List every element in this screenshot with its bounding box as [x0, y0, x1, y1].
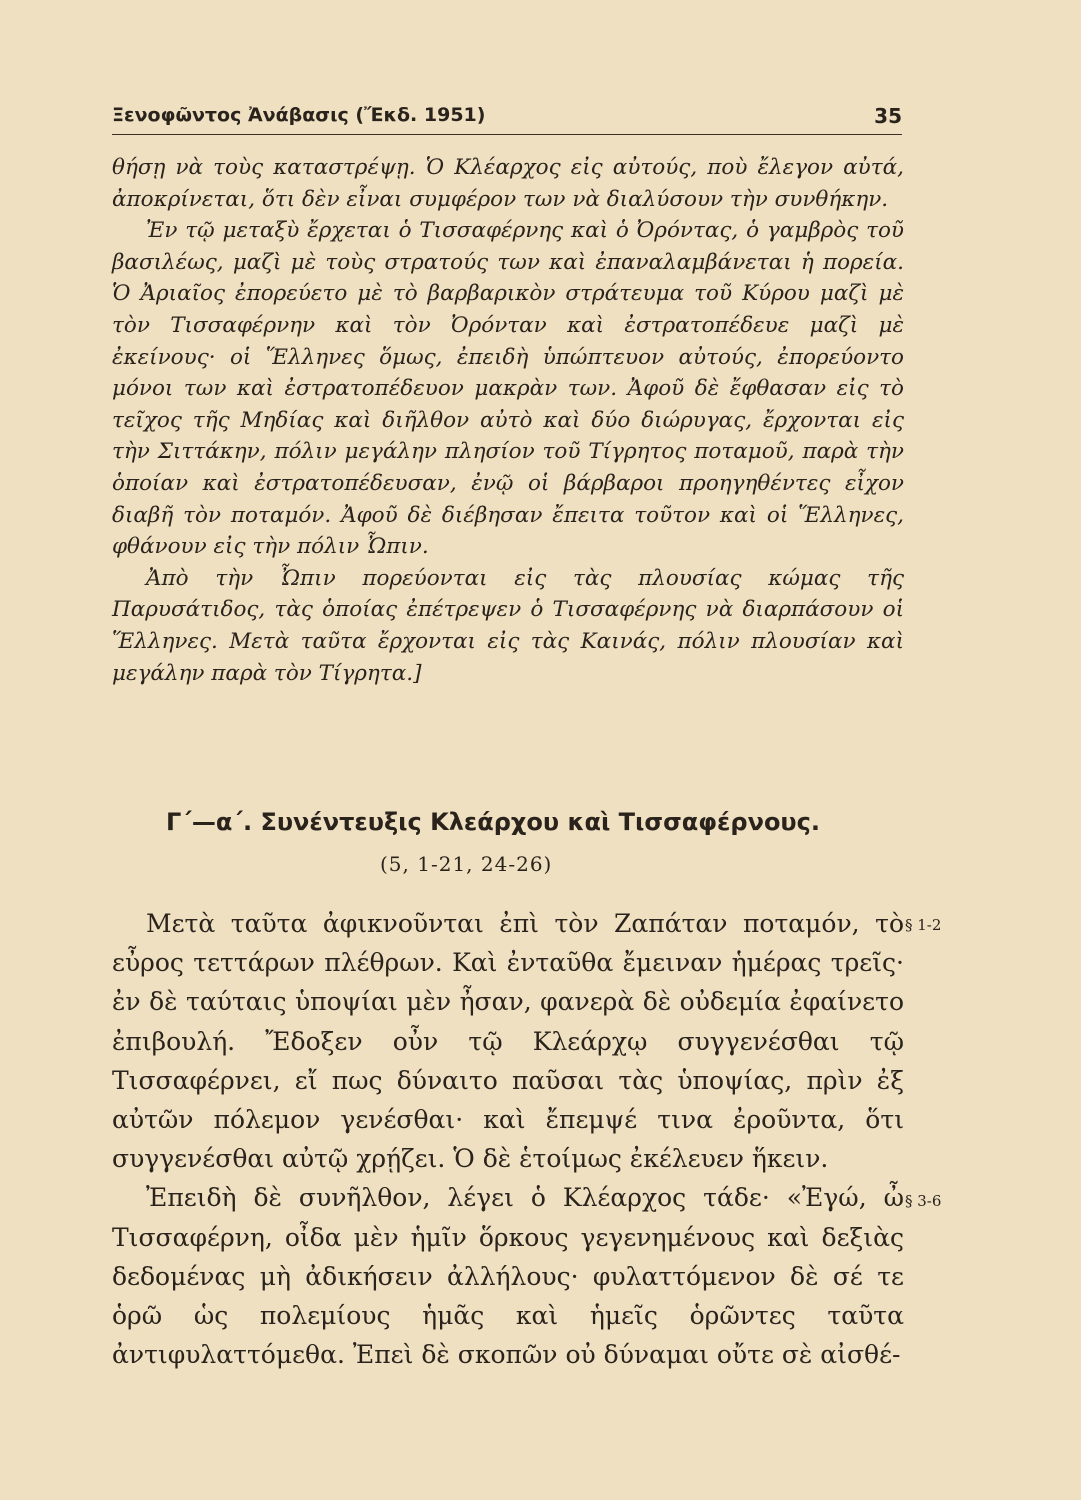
margin-section-ref: § 1-2	[905, 916, 942, 934]
section-heading: Γ΄—α΄. Συνέντευξις Κλεάρχου καὶ Τισσαφέρνους.	[166, 808, 820, 836]
summary-paragraph: Ἀπὸ τὴν Ὦπιν πορεύονται εἰς τὰς πλουσίας κώμας τῆς Παρυσάτιδος, τὰς ὁποίας ἐπέτρεψεν ὁ Τισσαφέρνης νὰ διαρπάσουν οἱ Ἕλληνες. Μετὰ ταῦτα ἔρχονται εἰς τὰς Καινάς, πόλιν πλουσίαν καὶ μεγάλην παρὰ τὸν Τίγρητα.]	[112, 565, 904, 686]
section-reference: (5, 1-21, 24-26)	[380, 852, 553, 876]
running-header	[112, 98, 902, 134]
summary-paragraph: θήσῃ νὰ τοὺς καταστρέψῃ. Ὁ Κλέαρχος εἰς αὐτούς, ποὺ ἔλεγον αὐτά, ἀποκρίνεται, ὅτι δὲν εἶναι συμφέρον των νὰ διαλύσουν τὴν συνθήκην.	[112, 155, 904, 212]
summary-paragraph: Ἐν τῷ μεταξὺ ἔρχεται ὁ Τισσαφέρνης καὶ ὁ Ὀρόντας, ὁ γαμβρὸς τοῦ βασιλέως, μαζὶ μὲ τοὺς στρατούς των καὶ ἐπαναλαμβάνεται ἡ πορεία. Ὁ Ἀριαῖος ἐπορεύετο μὲ τὸ βαρβαρικὸν στράτευμα τοῦ Κύρου μαζὶ μὲ τὸν Τισσαφέρνην καὶ τὸν Ὀρόνταν καὶ ἐστρατοπέδευε μαζὶ μὲ ἐκείνους· οἱ Ἕλληνες ὅμως, ἐπειδὴ ὑπώπτευον αὐτούς, ἐπορεύοντο μόνοι των καὶ ἐστρατοπέδευον μακρὰν των. Ἀφοῦ δὲ ἔφθασαν εἰς τὸ τεῖχος τῆς Μηδίας καὶ διῆλθον αὐτὸ καὶ δύο διώρυγας, ἔρχονται εἰς τὴν Σιττάκην, πόλιν μεγάλην πλησίον τοῦ Τίγρητος ποταμοῦ, παρὰ τὴν ὁποίαν καὶ ἐστρατοπέδευσαν, ἐνῷ οἱ βάρβαροι προηγηθέντες εἶχον διαβῆ τὸν ποταμόν. Ἀφοῦ δὲ διέβησαν ἔπειτα τοῦτον καὶ οἱ Ἕλληνες, φθάνουν εἰς τὴν πόλιν Ὦπιν.	[112, 218, 904, 560]
translation-summary	[112, 152, 904, 689]
header-rule	[112, 134, 902, 135]
running-title: Ξενοφῶντος Ἀνάβασις (Ἔκδ. 1951)	[112, 104, 486, 126]
text-paragraph: Ἐπειδὴ δὲ συνῆλθον, λέγει ὁ Κλέαρχος τάδε· «Ἐγώ, ὦ Τισσαφέρνη, οἶδα μὲν ἡμῖν ὅρκους γεγενημένους καὶ δεξιὰς δεδομένας μὴ ἀδικήσειν ἀλλήλους· φυλαττόμενον δὲ σέ τε ὁρῶ ὡς πολεμίους ἡμᾶς καὶ ἡμεῖς ὁρῶντες ταῦτα ἀντιφυλαττόμεθα. Ἐπεὶ δὲ σκοπῶν οὐ δύναμαι οὔτε σὲ αἰσθέ-	[112, 1183, 904, 1370]
greek-text	[112, 904, 904, 1374]
margin-section-ref: § 3-6	[905, 1192, 942, 1210]
page-number: 35	[874, 104, 902, 128]
text-paragraph: Μετὰ ταῦτα ἀφικνοῦνται ἐπὶ τὸν Ζαπάταν ποταμόν, τὸ εὖρος τεττάρων πλέθρων. Καὶ ἐνταῦθα ἔμειναν ἡμέρας τρεῖς· ἐν δὲ ταύταις ὑποψίαι μὲν ἦσαν, φανερὰ δὲ οὐδεμία ἐφαίνετο ἐπιβουλή. Ἔδοξεν οὖν τῷ Κλεάρχῳ συγγενέσθαι τῷ Τισσαφέρνει, εἴ πως δύναιτο παῦσαι τὰς ὑποψίας, πρὶν ἐξ αὐτῶν πόλεμον γενέσθαι· καὶ ἔπεμψέ τινα ἐροῦντα, ὅτι συγγενέσθαι αὐτῷ χρῄζει. Ὁ δὲ ἑτοίμως ἐκέλευεν ἥκειν.	[112, 909, 904, 1174]
